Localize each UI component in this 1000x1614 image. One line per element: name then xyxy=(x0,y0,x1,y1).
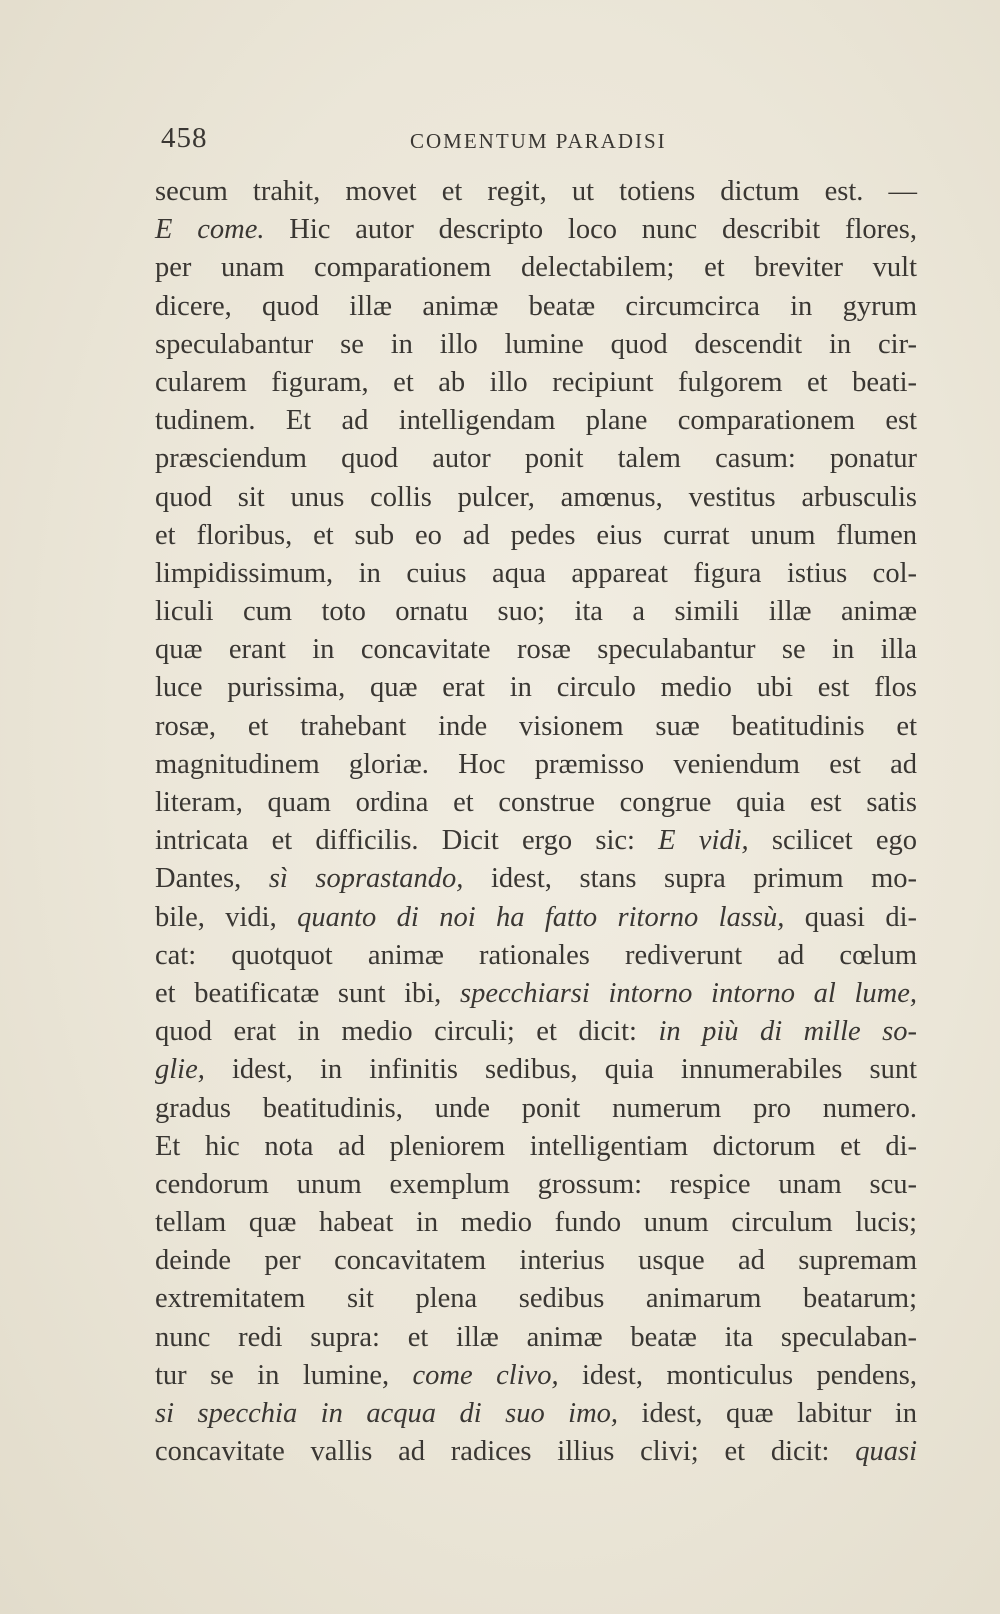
text-segment: tur se in lumine, xyxy=(155,1359,413,1391)
text-line xyxy=(155,746,917,784)
text-segment: tellam quæ habeat in medio fundo unum circulum lucis; xyxy=(155,1207,917,1239)
text-line xyxy=(155,479,917,517)
text-segment: quæ erant in concavitate rosæ speculabantur se in illa xyxy=(155,634,917,666)
text-line xyxy=(155,173,917,211)
text-line xyxy=(155,937,917,975)
text-segment: extremitatem sit plena sedibus animarum beatarum; xyxy=(155,1283,917,1315)
text-line xyxy=(155,1166,917,1204)
text-segment: speculabantur se in illo lumine quod descendit in cir- xyxy=(155,328,917,360)
text-line xyxy=(155,326,917,364)
text-segment: magnitudinem gloriæ. Hoc præmisso veniendum est ad xyxy=(155,748,917,780)
text-line xyxy=(155,1433,917,1471)
text-segment: præsciendum quod autor ponit talem casum: ponatur xyxy=(155,443,917,475)
text-segment: per unam comparationem delectabilem; et breviter vult xyxy=(155,252,917,284)
text-line xyxy=(155,402,917,440)
text-line xyxy=(155,631,917,669)
text-line xyxy=(155,1128,917,1166)
text-line xyxy=(155,288,917,326)
text-segment: bile, vidi, xyxy=(155,901,298,933)
text-line xyxy=(155,1319,917,1357)
text-segment: idest, in infinitis sedibus, quia innumerabiles sunt xyxy=(204,1054,917,1086)
text-segment: deinde per concavitatem interius usque ad supremam xyxy=(155,1245,917,1277)
text-segment: et beatificatæ sunt ibi, xyxy=(155,977,460,1009)
text-segment: Hic autor descripto loco nunc describit flores, xyxy=(264,214,917,246)
text-line xyxy=(155,555,917,593)
text-line xyxy=(155,249,917,287)
text-segment: scilicet ego xyxy=(748,825,917,857)
text-line xyxy=(155,211,917,249)
text-segment: nunc redi supra: et illæ animæ beatæ ita speculaban- xyxy=(155,1321,917,1353)
text-line xyxy=(155,822,917,860)
text-line xyxy=(155,1280,917,1318)
text-segment: liculi cum toto ornatu suo; ita a simili illæ animæ xyxy=(155,596,917,628)
running-title: COMENTUM PARADISI xyxy=(410,129,667,153)
text-segment: Et hic nota ad pleniorem intelligentiam dictorum et di- xyxy=(155,1130,917,1162)
text-line xyxy=(155,1357,917,1395)
text-line xyxy=(155,440,917,478)
text-segment: cat: quotquot animæ rationales rediverunt ad cœlum xyxy=(155,939,917,971)
text-segment: luce purissima, quæ erat in circulo medio ubi est flos xyxy=(155,672,917,704)
text-segment: quod sit unus collis pulcer, amœnus, vestitus arbusculis xyxy=(155,481,917,513)
commentary-text xyxy=(155,173,917,1471)
italic-quote: sì soprastando, xyxy=(268,863,464,895)
italic-quote: E vidi, xyxy=(658,825,749,857)
text-segment: et floribus, et sub eo ad pedes eius currat unum flumen xyxy=(155,519,917,551)
text-line xyxy=(155,708,917,746)
italic-quote: in più di mille so- xyxy=(658,1016,917,1048)
text-segment: gradus beatitudinis, unde ponit numerum pro numero. xyxy=(155,1092,917,1124)
text-line xyxy=(155,364,917,402)
italic-quote: E come. xyxy=(155,214,265,246)
text-segment: limpidissimum, in cuius aqua appareat figura istius col- xyxy=(155,557,917,589)
text-segment: idest, quæ labitur in xyxy=(618,1398,918,1429)
text-segment: rosæ, et trahebant inde visionem suæ beatitudinis et xyxy=(155,710,917,742)
text-line xyxy=(155,1013,917,1051)
text-line xyxy=(155,593,917,631)
text-line xyxy=(155,784,917,822)
text-line xyxy=(155,899,917,937)
text-line xyxy=(155,1090,917,1128)
text-segment: dicere, quod illæ animæ beatæ circumcirca in gyrum xyxy=(155,290,917,322)
text-line xyxy=(155,1051,917,1089)
text-line xyxy=(155,1242,917,1280)
text-segment: quasi di- xyxy=(784,901,917,933)
text-segment: idest, stans supra primum mo- xyxy=(463,863,917,895)
text-segment: literam, quam ordina et construe congrue quia est satis xyxy=(155,787,917,818)
text-segment: intricata et difficilis. Dicit ergo sic: xyxy=(155,825,659,857)
text-line xyxy=(155,860,917,898)
text-segment: quod erat in medio circuli; et dicit: xyxy=(155,1016,659,1048)
text-line xyxy=(155,1395,917,1433)
text-line xyxy=(155,1204,917,1242)
italic-quote: glie, xyxy=(155,1054,205,1086)
page-number: 458 xyxy=(161,122,208,154)
italic-quote: quanto di noi ha fatto ritorno lassù, xyxy=(297,901,785,933)
italic-quote: specchiarsi intorno intorno al lume, xyxy=(459,977,918,1009)
text-segment: cularem figuram, et ab illo recipiunt fulgorem et beati- xyxy=(155,366,917,398)
text-segment: secum trahit, movet et regit, ut totiens dictum est. — xyxy=(155,176,917,207)
text-segment: Dantes, xyxy=(155,863,269,895)
text-line xyxy=(155,669,917,707)
text-segment: idest, monticulus pendens, xyxy=(558,1359,917,1391)
italic-quote: quasi xyxy=(855,1436,917,1468)
italic-quote: come clivo, xyxy=(412,1359,559,1391)
text-line xyxy=(155,975,917,1013)
text-segment: concavitate vallis ad radices illius clivi; et dicit: xyxy=(155,1436,856,1468)
italic-quote: si specchia in acqua di suo imo, xyxy=(155,1398,619,1429)
text-segment: cendorum unum exemplum grossum: respice unam scu- xyxy=(155,1168,917,1200)
text-line xyxy=(155,517,917,555)
text-segment: tudinem. Et ad intelligendam plane comparationem est xyxy=(155,405,917,437)
